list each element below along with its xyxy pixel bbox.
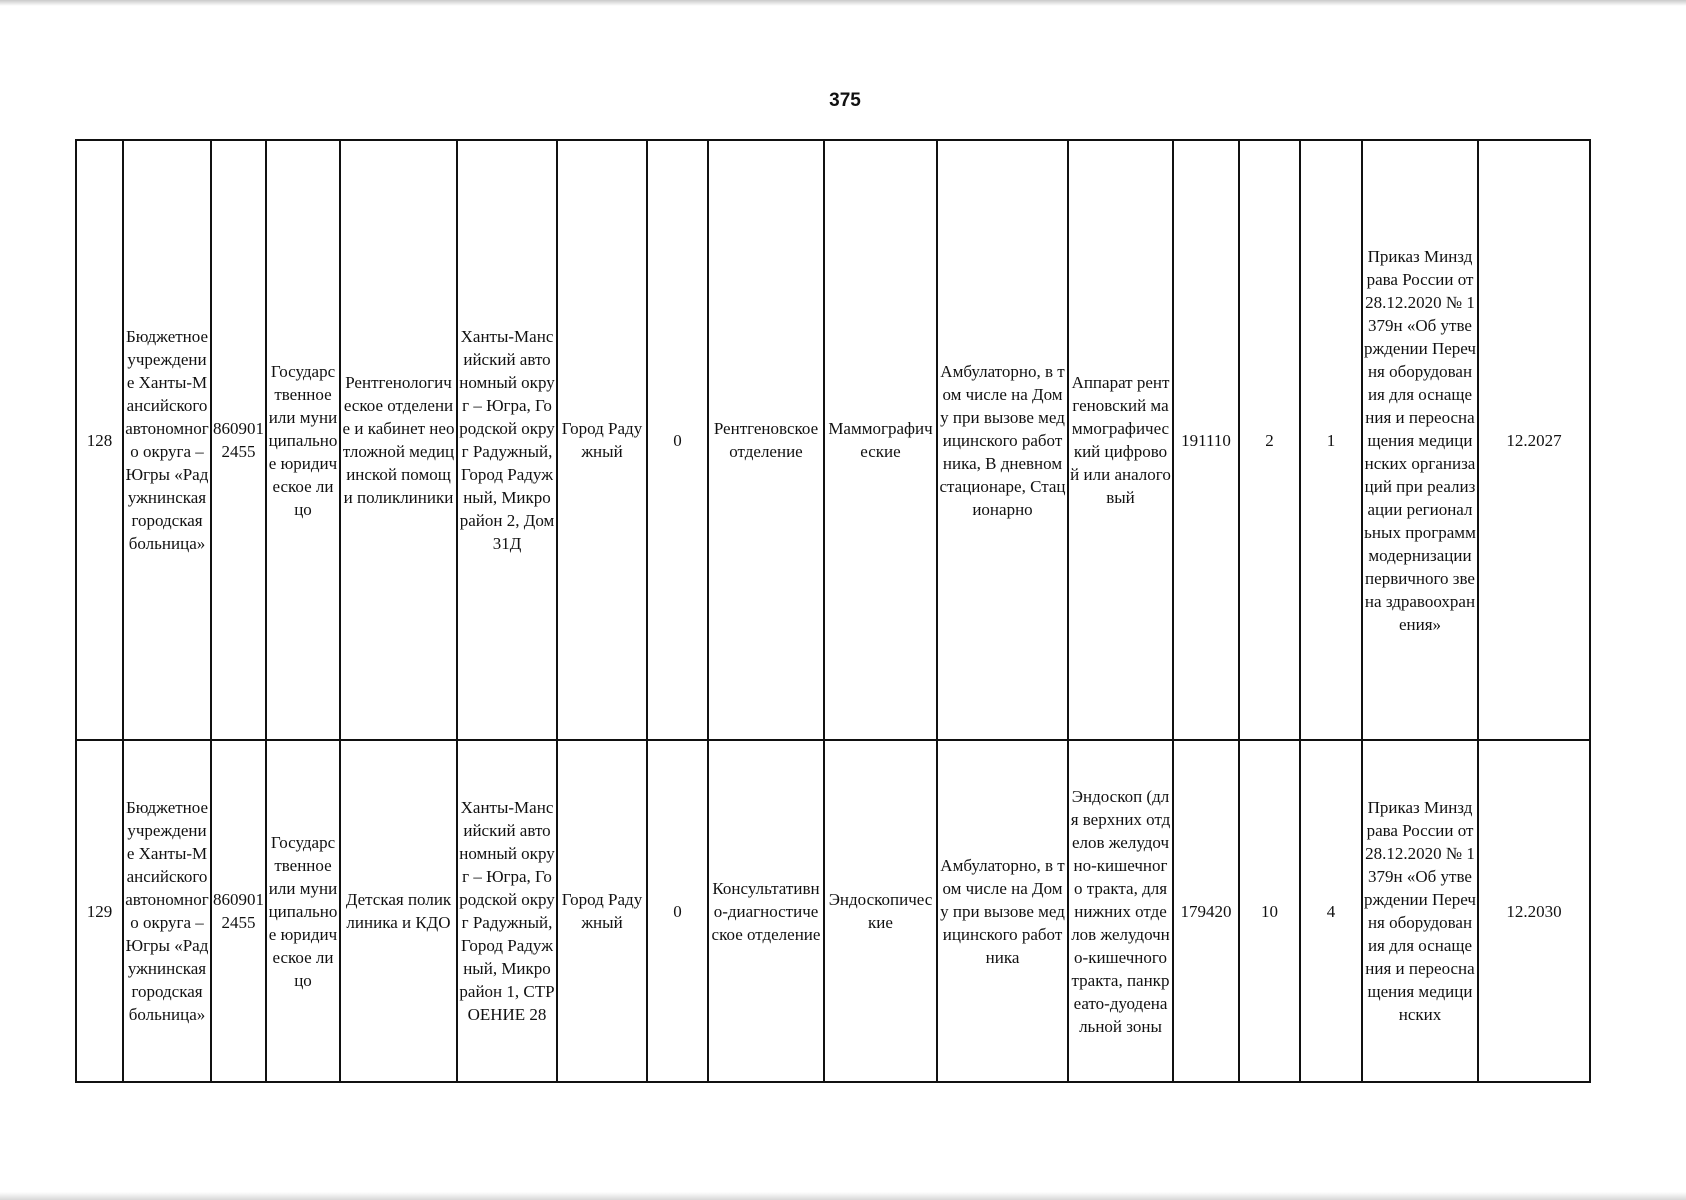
page-number: 375 (829, 90, 861, 111)
inn-cell: 8609012455 (211, 740, 266, 1082)
equipment-name-cell: Эндоскоп (для верхних отделов желудочно-кишечного тракта, для нижних отделов желудочно-кишечного тракта, панкреато-дуоденальной зоны (1068, 740, 1173, 1082)
regulation-cell: Приказ Минздрава России от 28.12.2020 № 1379н «Об утверждении Перечня оборудования для оснащения и переоснащения медицинских организаций при реализации региональных программ модернизации первичного звена здравоохранения» (1362, 140, 1478, 740)
ownership-cell: Государственное или муниципальное юридическое лицо (266, 740, 340, 1082)
care-conditions-cell: Амбулаторно, в том числе на Дому при вызове медицинского работника (937, 740, 1068, 1082)
department-cell: Консультативно-диагностическое отделение (708, 740, 824, 1082)
address-cell: Ханты-Мансийский автономный округ – Югра, Городской округ Радужный, Город Радужный, Микрорайон 2, Дом 31Д (457, 140, 557, 740)
okpd-code-cell: 179420 (1173, 740, 1239, 1082)
locality-cell: Город Радужный (557, 740, 647, 1082)
table-row (76, 140, 1590, 740)
inn-cell: 8609012455 (211, 140, 266, 740)
care-conditions-cell: Амбулаторно, в том числе на Дому при вызове медицинского работника, В дневном стационаре, Стационарно (937, 140, 1068, 740)
date-cell: 12.2030 (1478, 740, 1590, 1082)
date-cell: 12.2027 (1478, 140, 1590, 740)
scan-edge-bottom (0, 1192, 1686, 1200)
row-number-cell: 128 (76, 140, 123, 740)
equipment-group-cell: Маммографические (824, 140, 937, 740)
row-number-cell: 129 (76, 740, 123, 1082)
quantity-a-cell: 2 (1239, 140, 1300, 740)
locality-cell: Город Радужный (557, 140, 647, 740)
unit-cell: Рентгенологическое отделение и кабинет неотложной медицинской помощи поликлиники (340, 140, 457, 740)
okpd-code-cell: 191110 (1173, 140, 1239, 740)
equipment-name-cell: Аппарат рентгеновский маммографический цифровой или аналоговый (1068, 140, 1173, 740)
quantity-a-cell: 10 (1239, 740, 1300, 1082)
regulation-cell: Приказ Минздрава России от 28.12.2020 № 1379н «Об утверждении Перечня оборудования для оснащения и переоснащения медицинских (1362, 740, 1478, 1082)
organization-cell: Бюджетное учреждение Ханты-Мансийского автономного округа – Югры «Радужнинская городская больница» (123, 140, 211, 740)
flag-cell: 0 (647, 740, 708, 1082)
flag-cell: 0 (647, 140, 708, 740)
ownership-cell: Государственное или муниципальное юридическое лицо (266, 140, 340, 740)
unit-cell: Детская поликлиника и КДО (340, 740, 457, 1082)
quantity-b-cell: 4 (1300, 740, 1362, 1082)
organization-cell: Бюджетное учреждение Ханты-Мансийского автономного округа – Югры «Радужнинская городская больница» (123, 740, 211, 1082)
scan-edge-top (0, 0, 1686, 6)
table-row (76, 740, 1590, 1082)
address-cell: Ханты-Мансийский автономный округ – Югра, Городской округ Радужный, Город Радужный, Микрорайон 1, СТРОЕНИЕ 28 (457, 740, 557, 1082)
equipment-group-cell: Эндоскопические (824, 740, 937, 1082)
equipment-register-table (75, 139, 1591, 1083)
quantity-b-cell: 1 (1300, 140, 1362, 740)
department-cell: Рентгеновское отделение (708, 140, 824, 740)
